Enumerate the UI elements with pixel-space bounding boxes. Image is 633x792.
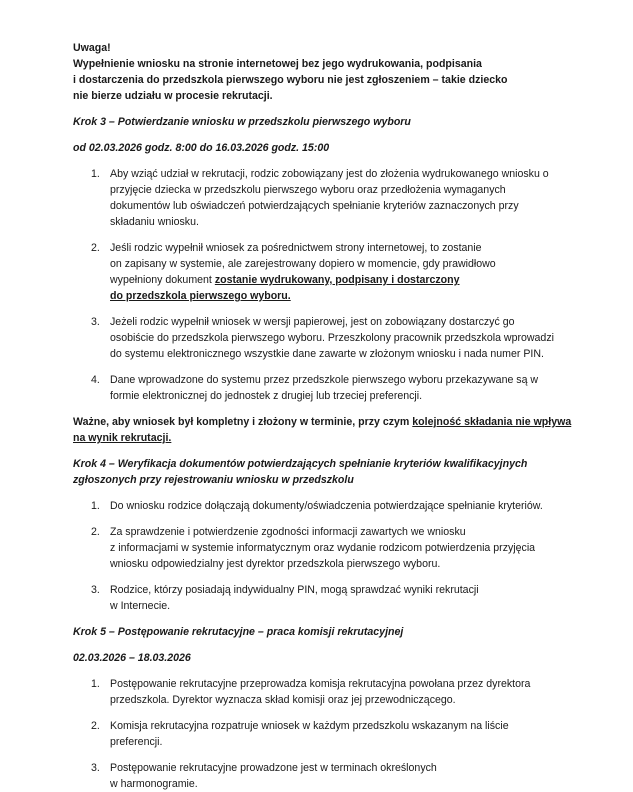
list-item (73, 314, 573, 362)
list-item (73, 498, 573, 514)
item-number: 2. (91, 242, 100, 254)
item-line: on zapisany w systemie, ale zarejestrowany dopiero w momencie, gdy prawidłowo (110, 258, 496, 270)
important-underlined: kolejność składania nie wpływa (412, 416, 572, 428)
list-item (73, 240, 573, 304)
item-line: Za sprawdzenie i potwierdzenie zgodności informacji zawartych we wniosku (110, 526, 466, 538)
item-line: do systemu elektronicznego wszystkie dane zawarte w złożonym wniosku i nada numer PIN. (110, 348, 544, 360)
item-line: formie elektronicznej do jednostek z drugiej lub trzeciej preferencji. (110, 390, 423, 402)
item-line: Jeśli rodzic wypełnił wniosek za pośrednictwem strony internetowej, to zostanie (110, 242, 482, 254)
item-number: 2. (91, 720, 100, 732)
item-number: 3. (91, 584, 100, 596)
item-number: 3. (91, 762, 100, 774)
item-line: w harmonogramie. (110, 778, 198, 790)
item-line: wniosku odpowiedzialny jest dyrektor przedszkola pierwszego wyboru. (110, 558, 441, 570)
warning-line: i dostarczenia do przedszkola pierwszego wyboru nie jest zgłoszeniem – takie dziecko (73, 74, 508, 86)
item-line: Rodzice, którzy posiadają indywidualny PIN, mogą sprawdzać wyniki rekrutacji (110, 584, 479, 596)
item-line: w Internecie. (110, 600, 171, 612)
list-item (73, 760, 573, 792)
item-number: 4. (91, 374, 100, 386)
list-item (73, 372, 573, 404)
item-line: Postępowanie rekrutacyjne przeprowadza komisja rekrutacyjna powołana przez dyrektora (110, 678, 531, 690)
important-underlined: na wynik rekrutacji. (73, 432, 172, 444)
list-item (73, 676, 573, 708)
warning-block (73, 40, 573, 104)
document-page (73, 40, 573, 792)
list-item (73, 166, 573, 230)
item-line: Dane wprowadzone do systemu przez przedszkole pierwszego wyboru przekazywane są w (110, 374, 539, 386)
item-line: przedszkola. Dyrektor wyznacza skład komisji oraz jej przewodniczącego. (110, 694, 456, 706)
step3-heading: Krok 3 – Potwierdzanie wniosku w przedszkolu pierwszego wyboru (73, 116, 411, 128)
emphasized-text: zostanie wydrukowany, podpisany i dostarczony (214, 274, 460, 286)
step4-list (73, 498, 573, 614)
step4-heading-line: Krok 4 – Weryfikacja dokumentów potwierdzających spełnianie kryteriów kwalifikacyjnych (73, 458, 528, 470)
item-line: z informacjami w systemie informatycznym oraz wydanie rodzicom potwierdzenia przyjęcia (110, 542, 536, 554)
item-line: przyjęcie dziecka w przedszkolu pierwszego wyboru oraz przedłożenia wymaganych (110, 184, 506, 196)
important-line (73, 414, 573, 430)
list-item (73, 582, 573, 614)
item-line: osobiście do przedszkola pierwszego wyboru. Przeszkolony pracownik przedszkola wprowadzi (110, 332, 554, 344)
warning-line: Wypełnienie wniosku na stronie internetowej bez jego wydrukowania, podpisania (73, 58, 482, 70)
item-line: dokumentów lub oświadczeń potwierdzających spełnianie kryteriów zaznaczonych przy (110, 200, 519, 212)
step5-heading: Krok 5 – Postępowanie rekrutacyjne – praca komisji rekrutacyjnej (73, 626, 404, 638)
item-number: 1. (91, 678, 100, 690)
warning-title: Uwaga! (73, 42, 111, 54)
step4-heading-line: zgłoszonych przy rejestrowaniu wniosku w przedszkolu (73, 474, 354, 486)
emphasized-text: do przedszkola pierwszego wyboru. (110, 290, 291, 302)
item-text: wypełniony dokument (110, 274, 215, 286)
item-line: Komisja rekrutacyjna rozpatruje wniosek w każdym przedszkolu wskazanym na liście (110, 720, 509, 732)
step4-heading (73, 456, 573, 488)
item-line: Aby wziąć udział w rekrutacji, rodzic zobowiązany jest do złożenia wydrukowanego wniosku o (110, 168, 549, 180)
item-line: Jeżeli rodzic wypełnił wniosek w wersji papierowej, jest on zobowiązany dostarczyć go (110, 316, 515, 328)
item-number: 2. (91, 526, 100, 538)
item-line: preferencji. (110, 736, 163, 748)
step3-list (73, 166, 573, 404)
item-line: Postępowanie rekrutacyjne prowadzone jest w terminach określonych (110, 762, 437, 774)
item-number: 3. (91, 316, 100, 328)
step3-dates: od 02.03.2026 godz. 8:00 do 16.03.2026 godz. 15:00 (73, 142, 330, 154)
list-item (73, 718, 573, 750)
step5-list (73, 676, 573, 792)
item-line (110, 272, 573, 288)
important-note (73, 414, 573, 446)
list-item (73, 524, 573, 572)
item-line: Do wniosku rodzice dołączają dokumenty/oświadczenia potwierdzające spełnianie kryteriów. (110, 500, 543, 512)
important-text: Ważne, aby wniosek był kompletny i złożony w terminie, przy czym (73, 416, 413, 428)
item-line: składaniu wniosku. (110, 216, 199, 228)
item-number: 1. (91, 500, 100, 512)
warning-line: nie bierze udziału w procesie rekrutacji. (73, 90, 273, 102)
step5-dates: 02.03.2026 – 18.03.2026 (73, 652, 191, 664)
item-number: 1. (91, 168, 100, 180)
